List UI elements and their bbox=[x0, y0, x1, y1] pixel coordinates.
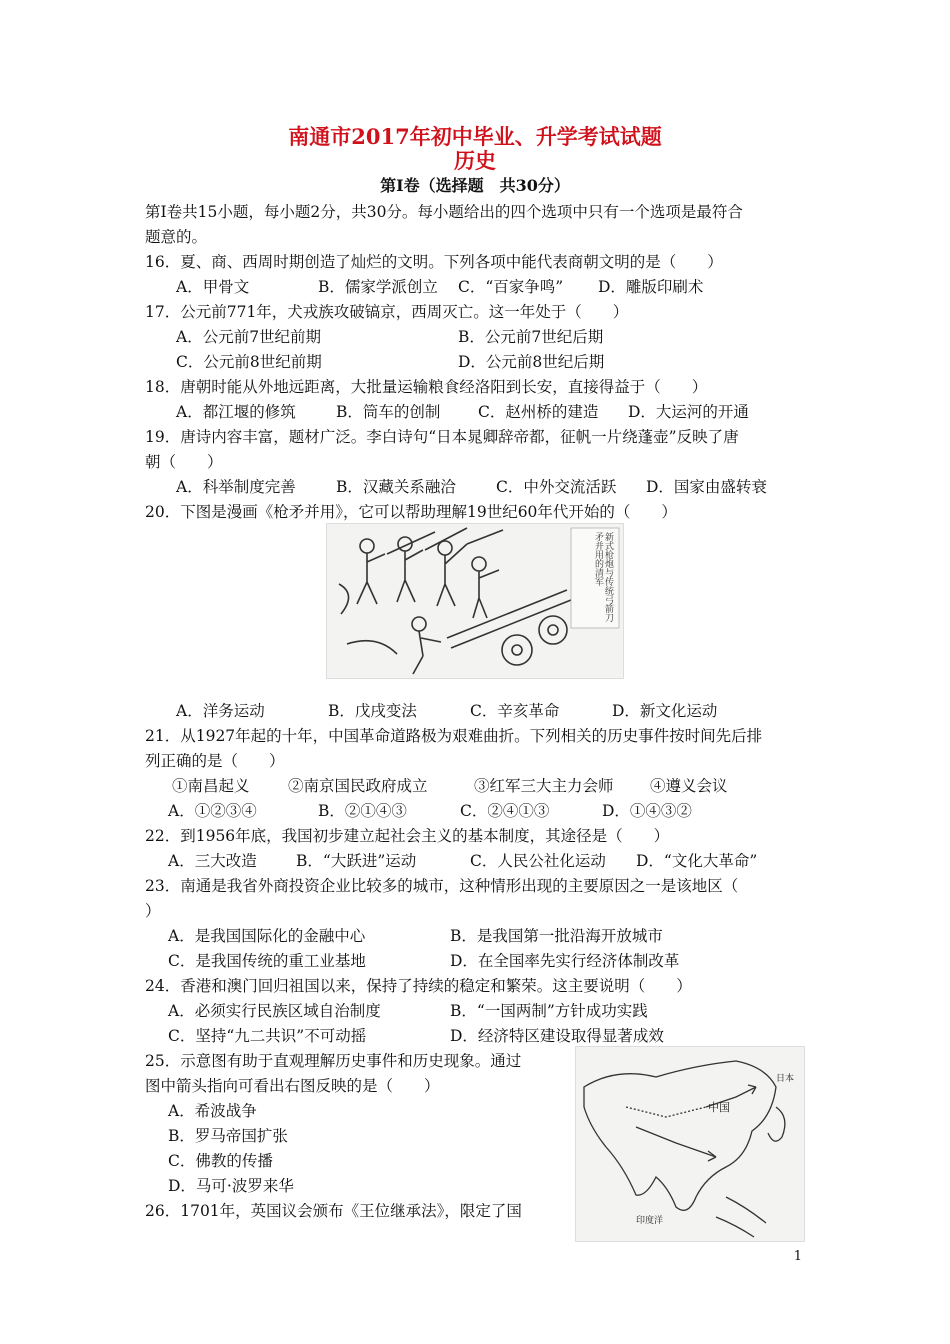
q20-stem: 20．下图是漫画《枪矛并用》，它可以帮助理解19世纪60年代开始的（ ） bbox=[145, 503, 677, 521]
q23-option-d: D．在全国率先实行经济体制改革 bbox=[450, 952, 680, 970]
q25-stem-line-1: 25．示意图有助于直观理解历史事件和历史现象。通过 bbox=[145, 1052, 522, 1070]
q21-event-3: ③红军三大主力会师 bbox=[474, 777, 614, 795]
q19-option-b: B．汉藏关系融洽 bbox=[336, 478, 456, 496]
q18-option-b: B．筒车的创制 bbox=[336, 403, 441, 421]
q16-option-c: C．“百家争鸣” bbox=[458, 278, 564, 296]
q20-option-d: D．新文化运动 bbox=[612, 702, 718, 720]
map-label-japan: 日本 bbox=[776, 1074, 795, 1084]
q22-option-c: C．人民公社化运动 bbox=[470, 852, 606, 870]
section-heading: 第Ⅰ卷（选择题 共30分） bbox=[380, 176, 570, 195]
q23-option-b: B．是我国第一批沿海开放城市 bbox=[450, 927, 663, 945]
q18-option-c: C．赵州桥的建造 bbox=[478, 403, 599, 421]
q23-stem-line-2: ） bbox=[145, 902, 161, 920]
q24-option-c: C．坚持“九二共识”不可动摇 bbox=[168, 1027, 367, 1045]
q16-stem: 16．夏、商、西周时期创造了灿烂的文明。下列各项中能代表商朝文明的是（ ） bbox=[145, 253, 723, 271]
q21-event-2: ②南京国民政府成立 bbox=[288, 777, 428, 795]
q25-stem-line-2: 图中箭头指向可看出右图反映的是（ ） bbox=[145, 1077, 440, 1095]
q21-stem-line-1: 21．从1927年起的十年，中国革命道路极为艰难曲折。下列相关的历史事件按时间先后排 bbox=[145, 727, 763, 745]
exam-title: 南通市2017年初中毕业、升学考试试题 bbox=[288, 124, 662, 149]
q18-option-d: D．大运河的开通 bbox=[628, 403, 749, 421]
page-number: 1 bbox=[793, 1249, 802, 1264]
q24-option-a: A．必须实行民族区域自治制度 bbox=[168, 1002, 381, 1020]
q25-option-a: A．希波战争 bbox=[168, 1102, 257, 1120]
q17-option-b: B．公元前7世纪后期 bbox=[458, 328, 604, 346]
q24-stem: 24．香港和澳门回归祖国以来，保持了持续的稳定和繁荣。这主要说明（ ） bbox=[145, 977, 692, 995]
q17-option-c: C．公元前8世纪前期 bbox=[176, 353, 322, 371]
q24-option-d: D．经济特区建设取得显著成效 bbox=[450, 1027, 664, 1045]
q21-option-d: D．①④③② bbox=[602, 802, 692, 820]
exam-subject: 历史 bbox=[454, 148, 496, 173]
q24-option-b: B．“一国两制”方针成功实践 bbox=[450, 1002, 648, 1020]
q25-option-d: D．马可·波罗来华 bbox=[168, 1177, 294, 1195]
q17-stem: 17．公元前771年，犬戎族攻破镐京，西周灭亡。这一年处于（ ） bbox=[145, 303, 629, 321]
map-illustration bbox=[576, 1047, 804, 1241]
q22-option-a: A．三大改造 bbox=[168, 852, 257, 870]
q21-event-4: ④遵义会议 bbox=[650, 777, 728, 795]
q16-option-a: A．甲骨文 bbox=[176, 278, 250, 296]
q20-option-c: C．辛亥革命 bbox=[470, 702, 560, 720]
q20-option-b: B．戊戌变法 bbox=[328, 702, 417, 720]
q18-stem: 18．唐朝时能从外地远距离，大批量运输粮食经洛阳到长安，直接得益于（ ） bbox=[145, 378, 708, 396]
q20-option-a: A．洋务运动 bbox=[176, 702, 265, 720]
q19-stem-line-2: 朝（ ） bbox=[145, 453, 223, 471]
q21-event-1: ①南昌起义 bbox=[172, 777, 250, 795]
cartoon-caption: 新式枪炮与传统弓箭刀矛并用的清军 bbox=[593, 532, 613, 622]
q23-stem-line-1: 23．南通是我省外商投资企业比较多的城市，这种情形出现的主要原因之一是该地区（ bbox=[145, 877, 739, 895]
cartoon-figure bbox=[326, 523, 624, 679]
map-label-china: 中国 bbox=[708, 1101, 730, 1114]
q17-option-a: A．公元前7世纪前期 bbox=[176, 328, 322, 346]
q23-option-a: A．是我国国际化的金融中心 bbox=[168, 927, 366, 945]
q25-option-b: B．罗马帝国扩张 bbox=[168, 1127, 288, 1145]
map-figure bbox=[575, 1046, 805, 1242]
q21-option-c: C．②④①③ bbox=[460, 802, 550, 820]
q22-option-d: D．“文化大革命” bbox=[636, 852, 758, 870]
q21-option-a: A．①②③④ bbox=[168, 802, 257, 820]
q22-option-b: B．“大跃进”运动 bbox=[296, 852, 417, 870]
q19-option-a: A．科举制度完善 bbox=[176, 478, 296, 496]
intro-line-2: 题意的。 bbox=[145, 228, 208, 246]
q21-stem-line-2: 列正确的是（ ） bbox=[145, 752, 285, 770]
q18-option-a: A．都江堰的修筑 bbox=[176, 403, 296, 421]
q19-option-c: C．中外交流活跃 bbox=[496, 478, 617, 496]
q21-option-b: B．②①④③ bbox=[318, 802, 407, 820]
q23-option-c: C．是我国传统的重工业基地 bbox=[168, 952, 366, 970]
q19-stem-line-1: 19．唐诗内容丰富，题材广泛。李白诗句“日本晁卿辞帝都，征帆一片绕蓬壶”反映了唐 bbox=[145, 428, 739, 446]
q17-option-d: D．公元前8世纪后期 bbox=[458, 353, 605, 371]
q16-option-d: D．雕版印刷术 bbox=[598, 278, 704, 296]
q25-option-c: C．佛教的传播 bbox=[168, 1152, 273, 1170]
q22-stem: 22．到1956年底，我国初步建立起社会主义的基本制度，其途径是（ ） bbox=[145, 827, 670, 845]
map-label-indian-ocean: 印度洋 bbox=[636, 1216, 664, 1226]
q19-option-d: D．国家由盛转衰 bbox=[646, 478, 767, 496]
intro-line-1: 第Ⅰ卷共15小题，每小题2分，共30分。每小题给出的四个选项中只有一个选项是最符合 bbox=[145, 203, 743, 221]
q26-stem: 26．1701年，英国议会颁布《王位继承法》，限定了国 bbox=[145, 1202, 522, 1220]
q16-option-b: B．儒家学派创立 bbox=[318, 278, 438, 296]
